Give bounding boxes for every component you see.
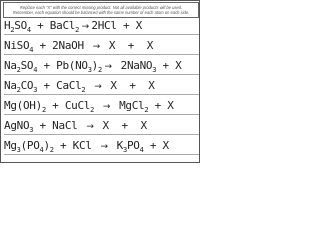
instructions-line-1: Replace each "X" with the correct missing product. Not all available products will be used.: [19, 4, 183, 10]
equation-row: [4, 99, 200, 115]
worksheet: [0, 0, 200, 163]
equation-row: [4, 119, 200, 135]
equation-row: [4, 139, 200, 155]
equation-text: + X: [148, 99, 174, 112]
subscript: 4: [26, 26, 31, 34]
equation-text: Na: [4, 59, 17, 72]
reaction-arrow: →: [97, 142, 111, 152]
subscript: 4: [33, 66, 38, 74]
subscript: 2: [16, 66, 21, 74]
subscript: 3: [87, 66, 92, 74]
subscript: 3: [152, 66, 157, 74]
equation-text: X + X: [102, 39, 154, 52]
equation-text: + X: [156, 59, 182, 72]
subscript: 2: [75, 26, 80, 34]
subscript: 3: [29, 126, 34, 134]
subscript: 2: [144, 106, 149, 114]
subscript: 4: [29, 46, 34, 54]
equation-text: SO: [14, 19, 27, 32]
equation-text: + X: [143, 139, 169, 152]
reaction-arrow: →: [100, 102, 113, 112]
equation-text: 2NaNO: [114, 59, 153, 72]
equation-text: ): [43, 139, 50, 152]
equation-text: PO: [126, 139, 140, 152]
subscript: 2: [10, 26, 15, 34]
equation-text: + KCl: [53, 139, 98, 152]
reaction-arrow: →: [91, 82, 105, 92]
reaction-arrow: →: [90, 42, 103, 52]
equation-text: NiSO: [4, 39, 30, 52]
equation-row: [4, 79, 200, 95]
equation-text: AgNO: [4, 119, 30, 132]
equation-text: 2HCl + X: [91, 19, 142, 32]
equation-text: X + X: [104, 79, 155, 92]
equation-text: + CaCl: [37, 79, 82, 92]
subscript: 4: [39, 146, 44, 154]
equation-text: + NaCl: [33, 119, 84, 132]
equation-row: [4, 19, 200, 35]
equation-text: K: [110, 139, 124, 152]
subscript: 2: [49, 146, 54, 154]
equation-text: H: [4, 19, 11, 32]
equation-text: X + X: [96, 119, 147, 132]
equation-text: SO: [20, 59, 34, 72]
equation-row: [4, 39, 200, 55]
reaction-arrow: →: [83, 122, 97, 132]
subscript: 3: [123, 146, 127, 154]
subscript: 4: [139, 146, 144, 154]
instructions-box: [3, 2, 199, 18]
subscript: 2: [98, 66, 102, 74]
equation-row: [4, 59, 200, 75]
subscript: 2: [16, 86, 21, 94]
equation-text: Mg(OH): [4, 99, 42, 112]
subscript: 2: [81, 86, 86, 94]
instructions-line-2: Remember, each equation should be balanced with the same number of each atom on each side.: [12, 10, 190, 15]
equation-text: + BaCl: [30, 19, 76, 32]
equation-text: + Pb(NO: [37, 59, 88, 72]
equation-text: CO: [20, 79, 34, 92]
equation-text: (PO: [20, 139, 40, 152]
subscript: 3: [16, 146, 21, 154]
reaction-arrow: →: [79, 22, 92, 32]
equation-text: ): [91, 59, 98, 72]
subscript: 2: [90, 106, 95, 114]
equation-text: Na: [4, 79, 17, 92]
equation-text: MgCl: [112, 99, 145, 112]
reaction-arrow: →: [101, 62, 115, 72]
equation-text: + CuCl: [45, 99, 91, 112]
equation-text: + 2NaOH: [33, 39, 91, 52]
subscript: 3: [33, 86, 38, 94]
equation-text: Mg: [4, 139, 17, 152]
subscript: 2: [41, 106, 46, 114]
